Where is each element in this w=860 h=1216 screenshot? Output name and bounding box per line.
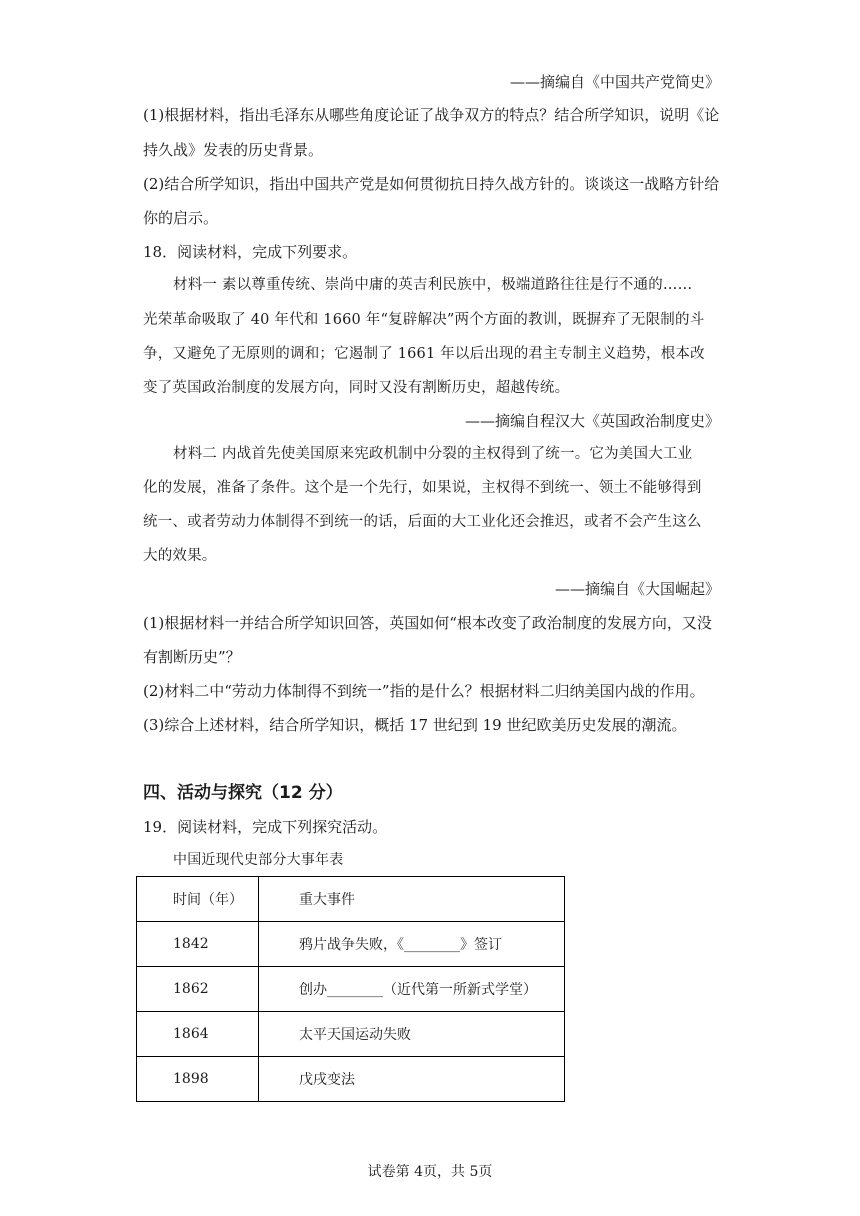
question-17-part1-line1: (1)根据材料，指出毛泽东从哪些角度论证了战争双方的特点？结合所学知识，说明《论 [143, 106, 720, 124]
material-1-line: 材料一 素以尊重传统、崇尚中庸的英吉利民族中，极端道路往往是行不通的…… [173, 277, 693, 293]
question-18-sub3: (3)综合上述材料，结合所学知识，概括 17 世纪到 19 世纪欧美历史发展的潮流。 [143, 716, 687, 734]
table-row [137, 1057, 565, 1102]
material-1-line: 光荣革命吸取了 40 年代和 1660 年“复辟解决”两个方面的教训，既摒弃了无限制的斗 [143, 312, 705, 328]
material-1-line: 变了英国政治制度的发展方向，同时又没有割断历史，超越传统。 [143, 380, 570, 396]
chronology-table [136, 876, 565, 1102]
row-year: 1862 [137, 967, 259, 1012]
row-year: 1842 [137, 922, 259, 967]
question-19-stem: 19．阅读材料，完成下列探究活动。 [143, 818, 388, 836]
section-title: 四、活动与探究（12 分） [143, 783, 343, 803]
table-title: 中国近现代史部分大事年表 [173, 852, 344, 868]
question-18-stem: 18．阅读材料，完成下列要求。 [143, 243, 358, 261]
row-year: 1898 [137, 1057, 259, 1102]
row-event: 鸦片战争失败，《________》签订 [259, 922, 565, 967]
row-event: 创办________（近代第一所新式学堂） [259, 967, 565, 1012]
material-2-line: 大的效果。 [143, 548, 217, 564]
row-year: 1864 [137, 1012, 259, 1057]
material-2-source: ——摘编自《大国崛起》 [554, 580, 720, 598]
header-year: 时间（年） [137, 877, 259, 922]
material-2-line: 材料二 内战首先使美国原来宪政机制中分裂的主权得到了统一。它为美国大工业 [173, 446, 693, 462]
material-1-line: 争，又避免了无原则的调和；它遏制了 1661 年以后出现的君主专制主义趋势，根本改 [143, 346, 705, 362]
question-18-sub2: (2)材料二中“劳动力体制得不到统一”指的是什么？根据材料二归纳美国内战的作用。 [143, 682, 705, 700]
header-event: 重大事件 [259, 877, 565, 922]
question-18-sub1-line2: 有割断历史”？ [143, 648, 241, 666]
table-header-row [137, 877, 565, 922]
material-2-line: 化的发展，准备了条件。这个是一个先行，如果说，主权得不到统一、领土不能够得到 [143, 480, 702, 496]
source-citation: ——摘编自《中国共产党简史》 [509, 73, 720, 91]
row-event: 太平天国运动失败 [259, 1012, 565, 1057]
material-1-source: ——摘编自程汉大《英国政治制度史》 [464, 412, 720, 430]
question-17-part2-line1: (2)结合所学知识，指出中国共产党是如何贯彻抗日持久战方针的。谈谈这一战略方针给 [143, 175, 720, 193]
question-17-part2-line2: 你的启示。 [143, 209, 219, 227]
table-row [137, 1012, 565, 1057]
table-row [137, 922, 565, 967]
question-17-part1-line2: 持久战》发表的历史背景。 [143, 141, 324, 159]
row-event: 戊戌变法 [259, 1057, 565, 1102]
material-2-line: 统一、或者劳动力体制得不到统一的话，后面的大工业化还会推迟，或者不会产生这么 [143, 514, 702, 530]
question-18-sub1-line1: (1)根据材料一并结合所学知识回答，英国如何“根本改变了政治制度的发展方向，又没 [143, 614, 712, 632]
page-footer: 试卷第 4页，共 5页 [367, 1164, 493, 1180]
table-row [137, 967, 565, 1012]
